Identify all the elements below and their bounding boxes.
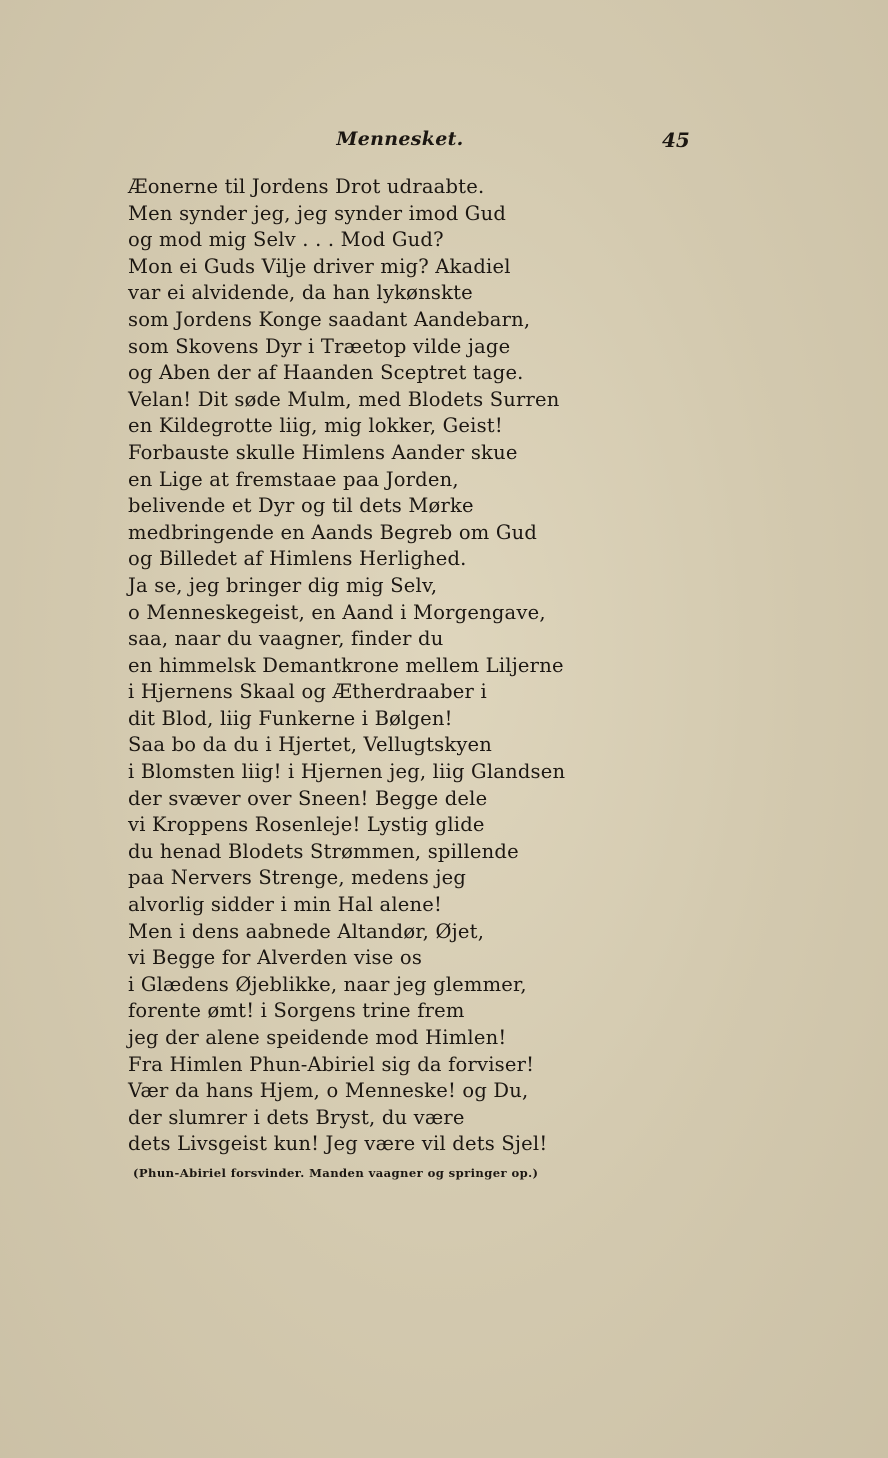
verse-line: du henad Blodets Strømmen, spillende [128, 839, 519, 863]
verse-line: og mod mig Selv . . . Mod Gud? [128, 228, 444, 252]
verse-line: Fra Himlen Phun-Abiriel sig da forviser! [128, 1052, 535, 1076]
verse-line: der svæver over Sneen! Begge dele [128, 786, 488, 810]
running-header-title: Mennesket. [336, 128, 464, 150]
verse-line: og Aben der af Haanden Sceptret tage. [128, 361, 524, 385]
verse-line: saa, naar du vaagner, finder du [128, 627, 444, 651]
page-number: 45 [662, 128, 690, 152]
verse-line: Mon ei Guds Vilje driver mig? Akadiel [128, 254, 511, 278]
verse-line: Velan! Dit søde Mulm, med Blodets Surren [128, 387, 560, 411]
verse-line: i Hjernens Skaal og Ætherdraaber i [128, 680, 487, 704]
verse-line: en Kildegrotte liig, mig lokker, Geist! [128, 414, 503, 438]
verse-line: vi Kroppens Rosenleje! Lystig glide [128, 813, 485, 837]
stage-direction: (Phun-Abiriel forsvinder. Manden vaagner og springer op.) [133, 1166, 539, 1180]
verse-line: forente ømt! i Sorgens trine frem [128, 999, 465, 1023]
verse-line: belivende et Dyr og til dets Mørke [128, 494, 474, 518]
verse-line: medbringende en Aands Begreb om Gud [128, 520, 538, 544]
verse-line: som Skovens Dyr i Træetop vilde jage [128, 334, 511, 358]
verse-line: og Billedet af Himlens Herlighed. [128, 547, 467, 571]
verse-line: Æonerne til Jordens Drot udraabte. [128, 175, 485, 198]
verse-line: Vær da hans Hjem, o Menneske! og Du, [128, 1079, 529, 1103]
verse-line: som Jordens Konge saadant Aandebarn, [128, 307, 531, 331]
verse-line: Ja se, jeg bringer dig mig Selv, [128, 573, 438, 597]
verse-line: Forbauste skulle Himlens Aander skue [128, 440, 518, 464]
verse-line: i Glædens Øjeblikke, naar jeg glemmer, [128, 972, 527, 996]
verse-line: dets Livsgeist kun! Jeg være vil dets Sjel! [128, 1132, 548, 1156]
verse-line: en himmelsk Demantkrone mellem Liljerne [128, 653, 564, 677]
verse-block [128, 174, 598, 1158]
verse-line: dit Blod, liig Funkerne i Bølgen! [128, 706, 453, 730]
verse-line: en Lige at fremstaae paa Jorden, [128, 467, 459, 491]
verse-line: Men i dens aabnede Altandør, Øjet, [128, 919, 485, 943]
verse-line: i Blomsten liig! i Hjernen jeg, liig Glandsen [128, 760, 566, 784]
verse-line: vi Begge for Alverden vise os [128, 946, 423, 970]
verse-line: o Menneskegeist, en Aand i Morgengave, [128, 600, 546, 624]
verse-line: jeg der alene speidende mod Himlen! [128, 1026, 507, 1049]
verse-line: paa Nervers Strenge, medens jeg [128, 866, 467, 890]
verse-line: der slumrer i dets Bryst, du være [128, 1105, 465, 1129]
verse-line: Saa bo da du i Hjertet, Vellugtskyen [128, 733, 493, 757]
verse-line: var ei alvidende, da han lykønskte [128, 281, 473, 305]
verse-line: Men synder jeg, jeg synder imod Gud [128, 201, 507, 225]
verse-line: alvorlig sidder i min Hal alene! [128, 893, 443, 917]
